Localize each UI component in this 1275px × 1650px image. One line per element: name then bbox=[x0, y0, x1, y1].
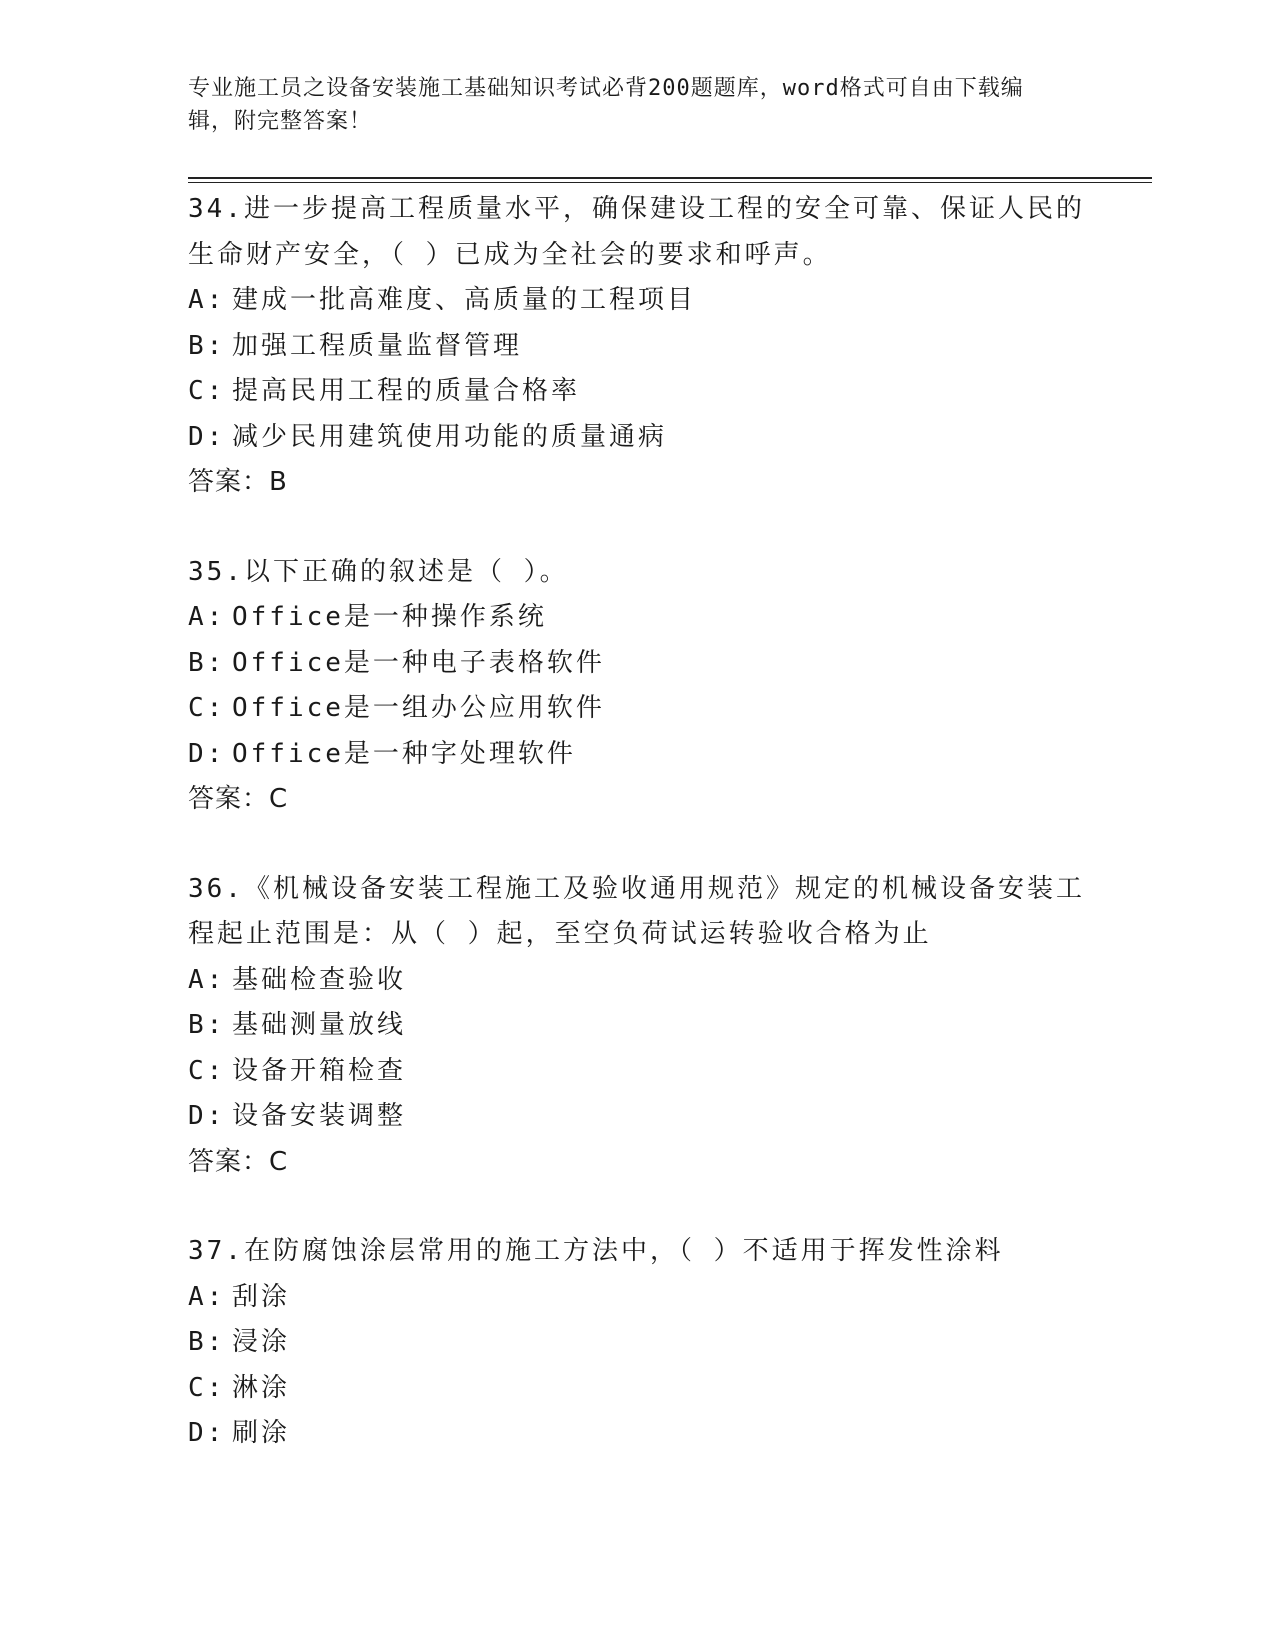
header-rule-thin bbox=[188, 182, 1152, 183]
option-d bbox=[188, 1094, 1088, 1140]
option-letter: A: bbox=[188, 1281, 226, 1312]
header-rule-thick bbox=[188, 177, 1152, 179]
question-37 bbox=[188, 1229, 1088, 1457]
option-d bbox=[188, 415, 1088, 461]
question-stem: 37.在防腐蚀涂层常用的施工方法中，（ ）不适用于挥发性涂料 bbox=[188, 1236, 1004, 1266]
question-36 bbox=[188, 867, 1088, 1186]
option-letter: C: bbox=[188, 1055, 226, 1086]
option-text: 刮涂 bbox=[232, 1281, 291, 1312]
option-letter: A: bbox=[188, 964, 226, 995]
option-text: 设备开箱检查 bbox=[232, 1055, 407, 1086]
option-c bbox=[188, 1366, 1088, 1412]
answer-line: 答案：B bbox=[188, 467, 288, 497]
option-letter: B: bbox=[188, 1010, 226, 1040]
option-text: 建成一批高难度、高质量的工程项目 bbox=[232, 285, 697, 315]
question-35 bbox=[188, 550, 1088, 823]
option-text: 刷涂 bbox=[232, 1418, 291, 1448]
option-text: Office是一种电子表格软件 bbox=[232, 647, 605, 678]
option-text: Office是一种字处理软件 bbox=[232, 738, 576, 769]
option-letter: D: bbox=[188, 1418, 226, 1448]
answer-line: 答案：C bbox=[188, 784, 289, 814]
question-stem: 35.以下正确的叙述是（ ）。 bbox=[188, 556, 569, 587]
option-a bbox=[188, 958, 1088, 1004]
option-text: 提高民用工程的质量合格率 bbox=[232, 376, 581, 406]
option-text: 基础测量放线 bbox=[232, 1010, 407, 1040]
document-header: 专业施工员之设备安装施工基础知识考试必背200题题库，word格式可自由下载编辑，附完整答案！ bbox=[188, 76, 1024, 134]
question-stem: 34.进一步提高工程质量水平，确保建设工程的安全可靠、保证人民的生命财产安全，（ ）已成为全社会的要求和呼声。 bbox=[188, 194, 1085, 270]
option-letter: D: bbox=[188, 738, 226, 769]
option-c bbox=[188, 1049, 1088, 1095]
option-text: 浸涂 bbox=[232, 1327, 291, 1357]
option-a bbox=[188, 278, 1088, 324]
option-text: 加强工程质量监督管理 bbox=[232, 330, 523, 361]
option-letter: C: bbox=[188, 693, 226, 723]
option-letter: A: bbox=[188, 285, 226, 315]
option-letter: B: bbox=[188, 647, 226, 678]
option-text: 减少民用建筑使用功能的质量通病 bbox=[232, 421, 668, 452]
option-letter: D: bbox=[188, 421, 226, 452]
question-34 bbox=[188, 187, 1088, 506]
option-d bbox=[188, 732, 1088, 778]
option-b bbox=[188, 1320, 1088, 1366]
answer-line: 答案：C bbox=[188, 1146, 289, 1177]
option-a bbox=[188, 1275, 1088, 1321]
option-text: 基础检查验收 bbox=[232, 964, 407, 995]
option-c bbox=[188, 369, 1088, 415]
question-stem: 36.《机械设备安装工程施工及验收通用规范》规定的机械设备安装工程起止范围是：从（ ）起，至空负荷试运转验收合格为止 bbox=[188, 873, 1085, 949]
option-b bbox=[188, 324, 1088, 370]
option-text: Office是一种操作系统 bbox=[232, 602, 547, 632]
option-letter: A: bbox=[188, 602, 226, 632]
option-letter: C: bbox=[188, 1372, 226, 1403]
question-list bbox=[188, 187, 1088, 1501]
option-c bbox=[188, 686, 1088, 732]
option-text: 设备安装调整 bbox=[232, 1101, 407, 1131]
option-letter: B: bbox=[188, 330, 226, 361]
option-b bbox=[188, 1003, 1088, 1049]
option-letter: D: bbox=[188, 1101, 226, 1131]
option-text: 淋涂 bbox=[232, 1372, 291, 1403]
option-a bbox=[188, 595, 1088, 641]
option-d bbox=[188, 1411, 1088, 1457]
option-letter: C: bbox=[188, 376, 226, 406]
option-letter: B: bbox=[188, 1327, 226, 1357]
option-b bbox=[188, 641, 1088, 687]
option-text: Office是一组办公应用软件 bbox=[232, 693, 605, 723]
